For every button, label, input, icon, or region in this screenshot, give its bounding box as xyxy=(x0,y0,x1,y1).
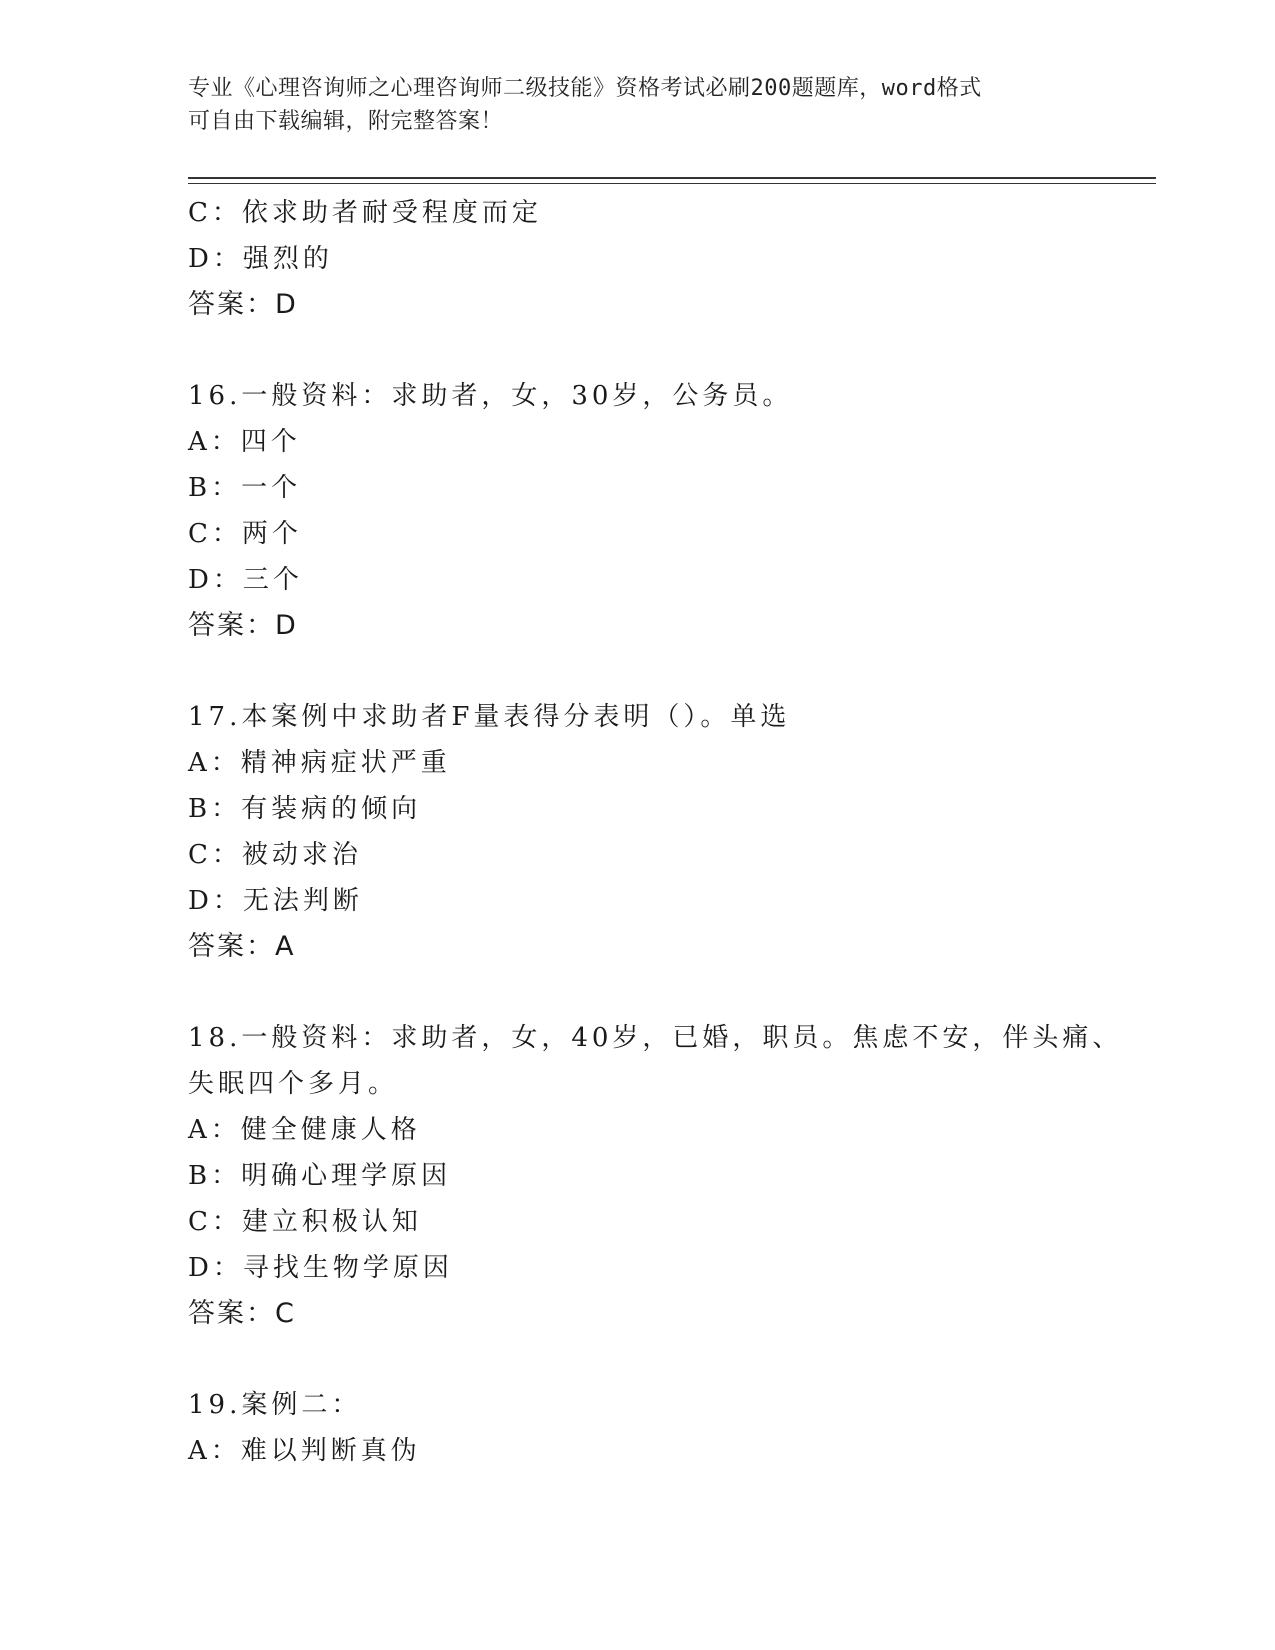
option-text: 一个 xyxy=(241,473,302,503)
header-divider-thick xyxy=(188,177,1156,179)
option-key: B： xyxy=(188,794,242,824)
page-header xyxy=(188,72,1068,138)
option-key: B： xyxy=(188,1161,242,1191)
option-text: 精神病症状严重 xyxy=(240,748,451,778)
option-text: 寻找生物学原因 xyxy=(242,1253,453,1283)
option-key: C： xyxy=(188,1207,242,1237)
option-text: 依求助者耐受程度而定 xyxy=(241,198,542,228)
question-18 xyxy=(188,1015,1148,1337)
question-19 xyxy=(188,1382,1148,1474)
question-stem: 16.一般资料：求助者，女，30岁，公务员。 xyxy=(188,381,793,411)
question-list xyxy=(188,190,1148,1474)
option-a xyxy=(188,419,1148,465)
option-key: A： xyxy=(188,748,241,778)
answer-line: 答案：D xyxy=(188,610,298,641)
option-c xyxy=(188,511,1148,557)
option-key: D： xyxy=(188,1253,243,1283)
option-key: D： xyxy=(188,565,243,595)
option-text: 有装病的倾向 xyxy=(241,794,422,824)
option-text: 被动求治 xyxy=(241,840,362,870)
question-16 xyxy=(188,373,1148,649)
option-key: A： xyxy=(188,427,241,457)
option-d xyxy=(188,557,1148,603)
option-key: B： xyxy=(188,473,242,503)
option-key: D： xyxy=(188,886,243,916)
option-key: A： xyxy=(188,1436,241,1466)
option-c xyxy=(188,1199,1148,1245)
option-d xyxy=(188,236,1148,282)
option-a xyxy=(188,740,1148,786)
question-stem: 17.本案例中求助者F量表得分表明（）。单选 xyxy=(188,702,791,732)
option-c xyxy=(188,190,1148,236)
option-key: C： xyxy=(188,519,242,549)
option-text: 健全健康人格 xyxy=(240,1115,421,1145)
option-text: 两个 xyxy=(241,519,302,549)
option-text: 四个 xyxy=(240,427,301,457)
option-text: 建立积极认知 xyxy=(241,1207,422,1237)
header-line-2: 可自由下载编辑，附完整答案！ xyxy=(188,109,504,134)
option-a xyxy=(188,1107,1148,1153)
answer-line: 答案：D xyxy=(188,289,298,320)
question-stem: 19.案例二： xyxy=(188,1390,362,1420)
option-key: D： xyxy=(188,244,243,274)
question-17 xyxy=(188,694,1148,970)
option-d xyxy=(188,878,1148,924)
option-b xyxy=(188,786,1148,832)
option-text: 明确心理学原因 xyxy=(241,1161,452,1191)
option-c xyxy=(188,832,1148,878)
header-divider-thin xyxy=(188,183,1156,184)
header-line-1: 专业《心理咨询师之心理咨询师二级技能》资格考试必刷200题题库，word格式 xyxy=(188,76,982,101)
option-text: 无法判断 xyxy=(242,886,363,916)
question-stem-line-2: 失眠四个多月。 xyxy=(188,1069,399,1099)
question-stem-line-1: 18.一般资料：求助者，女，40岁，已婚，职员。焦虑不安，伴头痛、 xyxy=(188,1023,1123,1053)
question-15-continuation xyxy=(188,190,1148,328)
option-key: C： xyxy=(188,198,242,228)
option-text: 三个 xyxy=(242,565,303,595)
option-key: A： xyxy=(188,1115,241,1145)
option-text: 强烈的 xyxy=(242,244,333,274)
answer-line: 答案：C xyxy=(188,1298,296,1329)
option-a xyxy=(188,1428,1148,1474)
option-b xyxy=(188,1153,1148,1199)
option-text: 难以判断真伪 xyxy=(240,1436,421,1466)
option-b xyxy=(188,465,1148,511)
answer-line: 答案：A xyxy=(188,931,296,962)
option-key: C： xyxy=(188,840,242,870)
option-d xyxy=(188,1245,1148,1291)
